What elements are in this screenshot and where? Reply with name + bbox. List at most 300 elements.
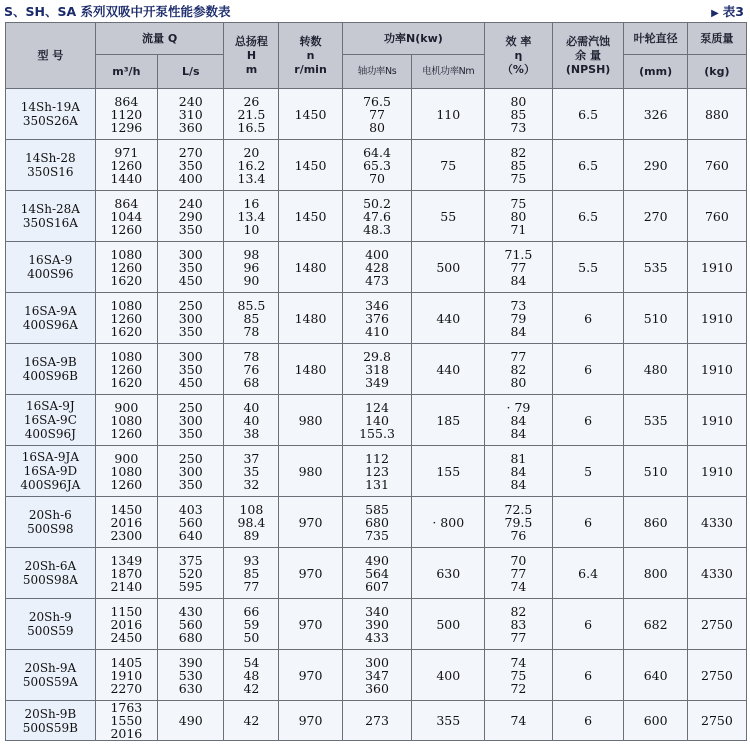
table-header <box>6 23 747 89</box>
head-cell-line: 98 <box>243 246 260 262</box>
npsh-cell: 6.5 <box>552 191 624 242</box>
flow-m3h-cell <box>95 140 157 191</box>
pump-weight-cell: 880 <box>687 89 746 140</box>
impeller-diameter-cell: 270 <box>624 191 687 242</box>
shaft-power-cell-line: 349 <box>365 374 389 390</box>
model-cell <box>6 344 96 395</box>
flow-m3h-cell <box>95 497 157 548</box>
model-cell <box>6 599 96 650</box>
shaft-power-cell <box>342 89 412 140</box>
shaft-power-cell-line: 64.4 <box>363 144 391 160</box>
flow-ls-cell-line: 240 <box>178 195 203 211</box>
head-cell-line: 78 <box>243 323 260 339</box>
flow-m3h-cell-line: 900 <box>114 450 139 466</box>
head-cell-line: 89 <box>243 527 260 543</box>
head-cell <box>224 89 279 140</box>
model-cell-line: 14Sh-19A <box>20 100 80 114</box>
flow-m3h-cell-line: 1260 <box>110 259 143 275</box>
shaft-power-cell-line: 77 <box>369 106 385 122</box>
flow-ls-cell <box>157 89 224 140</box>
head-cell-line: 42 <box>243 713 260 728</box>
model-cell <box>6 701 96 741</box>
npsh-cell: 6 <box>552 344 624 395</box>
efficiency-cell-line: 84 <box>510 463 527 479</box>
flow-ls-cell-line: 595 <box>178 578 203 594</box>
flow-ls-cell-line: 350 <box>178 157 203 173</box>
table-number <box>711 2 744 20</box>
motor-power-cell: 500 <box>412 599 485 650</box>
shaft-power-cell-line: 131 <box>365 476 389 492</box>
flow-ls-cell-line: 350 <box>178 323 203 339</box>
flow-ls-cell-line: 490 <box>178 713 203 728</box>
efficiency-cell-line: 82 <box>510 144 527 160</box>
flow-ls-cell-line: 300 <box>178 246 203 262</box>
head-cell-line: 76 <box>243 361 260 377</box>
flow-ls-cell-line: 450 <box>178 374 203 390</box>
flow-m3h-cell <box>95 548 157 599</box>
flow-m3h-cell-line: 971 <box>114 144 139 160</box>
flow-ls-cell <box>157 344 224 395</box>
shaft-power-cell-line: 273 <box>365 713 389 728</box>
npsh-cell: 5.5 <box>552 242 624 293</box>
model-cell-line: 500S59B <box>22 720 78 735</box>
model-cell-line: 350S16 <box>27 165 74 179</box>
flow-ls-cell-line: 630 <box>178 680 203 696</box>
model-cell-line: 16SA-9B <box>24 355 77 369</box>
pump-weight-cell: 1910 <box>687 293 746 344</box>
flow-m3h-cell-line: 2300 <box>110 527 143 543</box>
head-cell <box>224 599 279 650</box>
speed-cell: 1450 <box>279 140 342 191</box>
efficiency-cell-line: 85 <box>510 106 527 122</box>
head-cell-line: 85 <box>243 565 260 581</box>
flow-ls-cell <box>157 446 224 497</box>
flow-ls-cell <box>157 701 224 741</box>
head-cell-line: 85.5 <box>237 297 266 313</box>
shaft-power-cell-line: 347 <box>365 667 389 683</box>
head-cell <box>224 140 279 191</box>
shaft-power-cell <box>342 548 412 599</box>
efficiency-cell-line: 74 <box>510 654 527 670</box>
impeller-diameter-cell: 682 <box>624 599 687 650</box>
header-motor-power: 电机功率Nm <box>412 55 485 89</box>
head-cell-line: 90 <box>243 272 260 288</box>
shaft-power-cell-line: 29.8 <box>363 348 391 364</box>
shaft-power-cell-line: 346 <box>365 297 389 313</box>
pump-weight-cell: 760 <box>687 140 746 191</box>
head-cell-line: 50 <box>243 629 260 645</box>
table-row <box>6 344 747 395</box>
npsh-cell: 6 <box>552 497 624 548</box>
efficiency-cell-line: 79.5 <box>504 514 533 530</box>
flow-ls-cell-line: 450 <box>178 272 203 288</box>
flow-m3h-cell <box>95 395 157 446</box>
efficiency-cell-line: 82 <box>510 361 527 377</box>
flow-ls-cell-line: 250 <box>178 399 203 415</box>
head-cell-line: 78 <box>243 348 260 364</box>
model-cell-line: 400S96B <box>22 369 78 383</box>
efficiency-cell-line: 71 <box>510 221 527 237</box>
flow-ls-cell-line: 250 <box>178 450 203 466</box>
efficiency-cell-line: 72.5 <box>504 501 533 517</box>
shaft-power-cell-line: 360 <box>365 680 389 696</box>
head-cell <box>224 650 279 701</box>
shaft-power-cell <box>342 446 412 497</box>
model-cell-line: 16SA-9D <box>23 464 78 478</box>
table-row <box>6 548 747 599</box>
efficiency-cell-line: 75 <box>510 667 527 683</box>
head-cell-line: 85 <box>243 310 260 326</box>
flow-m3h-cell-line: 1620 <box>110 374 143 390</box>
head-cell-line: 32 <box>243 476 260 492</box>
shaft-power-cell-line: 76.5 <box>363 93 391 109</box>
table-row <box>6 650 747 701</box>
shaft-power-cell <box>342 497 412 548</box>
head-cell <box>224 191 279 242</box>
shaft-power-cell-line: 47.6 <box>363 208 391 224</box>
shaft-power-cell-line: 564 <box>365 565 389 581</box>
flow-ls-cell-line: 250 <box>178 297 203 313</box>
flow-m3h-cell <box>95 650 157 701</box>
efficiency-cell-line: 76 <box>510 527 527 543</box>
pump-weight-cell: 1910 <box>687 242 746 293</box>
pump-weight-cell: 1910 <box>687 446 746 497</box>
impeller-diameter-cell: 290 <box>624 140 687 191</box>
table-row <box>6 293 747 344</box>
motor-power-cell: 440 <box>412 293 485 344</box>
model-cell <box>6 293 96 344</box>
model-cell-line: 20Sh-6A <box>24 559 77 573</box>
head-cell-line: 40 <box>243 412 260 428</box>
flow-ls-cell-line: 680 <box>178 629 203 645</box>
flow-m3h-cell-line: 1260 <box>110 221 143 237</box>
shaft-power-cell-line: 376 <box>365 310 389 326</box>
head-cell-line: 10 <box>243 221 260 237</box>
efficiency-cell-line: 85 <box>510 157 527 173</box>
efficiency-cell-line: 70 <box>510 552 527 568</box>
flow-ls-cell-line: 350 <box>178 221 203 237</box>
triangle-marker-icon: ▶ <box>711 8 719 19</box>
pump-weight-cell: 2750 <box>687 599 746 650</box>
model-cell-line: 500S59 <box>27 624 74 638</box>
shaft-power-cell <box>342 242 412 293</box>
efficiency-cell <box>485 191 553 242</box>
efficiency-cell-line: 80 <box>510 208 527 224</box>
efficiency-cell-line: · 79 <box>506 399 531 415</box>
efficiency-cell-line: 84 <box>510 412 527 428</box>
npsh-cell: 6 <box>552 701 624 741</box>
flow-m3h-cell <box>95 191 157 242</box>
shaft-power-cell <box>342 191 412 242</box>
flow-m3h-cell-line: 1870 <box>110 565 143 581</box>
shaft-power-cell-line: 607 <box>365 578 389 594</box>
motor-power-cell: 630 <box>412 548 485 599</box>
flow-ls-cell <box>157 140 224 191</box>
shaft-power-cell <box>342 599 412 650</box>
flow-ls-cell-line: 350 <box>178 425 203 441</box>
npsh-cell: 6 <box>552 395 624 446</box>
npsh-cell: 5 <box>552 446 624 497</box>
flow-m3h-cell-line: 1405 <box>110 654 143 670</box>
flow-ls-cell-line: 430 <box>178 603 203 619</box>
flow-m3h-cell-line: 864 <box>114 93 139 109</box>
flow-m3h-cell-line: 1260 <box>110 361 143 377</box>
flow-m3h-cell-line: 1260 <box>110 476 143 492</box>
model-cell <box>6 395 96 446</box>
header-impeller: 叶轮直径 <box>624 23 687 55</box>
flow-ls-cell-line: 300 <box>178 310 203 326</box>
impeller-diameter-cell: 600 <box>624 701 687 741</box>
model-cell-line: 500S98 <box>27 522 74 536</box>
flow-m3h-cell <box>95 701 157 741</box>
flow-ls-cell-line: 350 <box>178 259 203 275</box>
efficiency-cell-line: 84 <box>510 425 527 441</box>
npsh-cell: 6 <box>552 293 624 344</box>
head-cell-line: 16.2 <box>237 157 266 173</box>
head-cell-line: 48 <box>243 667 260 683</box>
table-row <box>6 89 747 140</box>
flow-ls-cell <box>157 293 224 344</box>
model-cell-line: 14Sh-28 <box>25 151 76 165</box>
head-cell <box>224 548 279 599</box>
model-cell-line: 350S16A <box>22 216 78 230</box>
model-cell <box>6 242 96 293</box>
head-cell-line: 35 <box>243 463 260 479</box>
flow-m3h-cell-line: 900 <box>114 399 139 415</box>
shaft-power-cell <box>342 650 412 701</box>
model-cell-line: 20Sh-9B <box>24 706 77 721</box>
model-cell-line: 350S26A <box>22 114 78 128</box>
header-flow-m3h: m³/h <box>95 55 157 89</box>
speed-cell: 980 <box>279 446 342 497</box>
flow-m3h-cell <box>95 89 157 140</box>
pump-weight-cell: 1910 <box>687 395 746 446</box>
head-cell-line: 68 <box>243 374 260 390</box>
head-cell <box>224 395 279 446</box>
shaft-power-cell-line: 400 <box>365 246 389 262</box>
efficiency-cell-line: 75 <box>510 195 527 211</box>
efficiency-cell-line: 79 <box>510 310 527 326</box>
efficiency-cell <box>485 599 553 650</box>
pump-performance-table <box>5 22 747 741</box>
flow-ls-cell-line: 403 <box>178 501 203 517</box>
impeller-diameter-cell: 800 <box>624 548 687 599</box>
model-cell-line: 20Sh-6 <box>28 508 72 522</box>
shaft-power-cell-line: 50.2 <box>363 195 391 211</box>
efficiency-cell-line: 77 <box>510 629 527 645</box>
efficiency-cell-line: 73 <box>510 297 527 313</box>
model-cell-line: 20Sh-9A <box>24 661 77 675</box>
head-cell-line: 38 <box>243 425 260 441</box>
flow-m3h-cell-line: 2016 <box>110 726 143 741</box>
efficiency-cell-line: 80 <box>510 374 527 390</box>
head-cell-line: 21.5 <box>237 106 266 122</box>
head-cell <box>224 242 279 293</box>
flow-m3h-cell-line: 1044 <box>110 208 143 224</box>
flow-m3h-cell-line: 1296 <box>110 119 143 135</box>
shaft-power-cell-line: 155.3 <box>359 425 395 441</box>
flow-m3h-cell-line: 1080 <box>110 348 143 364</box>
shaft-power-cell-line: 70 <box>369 170 385 186</box>
pump-weight-cell: 2750 <box>687 650 746 701</box>
shaft-power-cell-line: 140 <box>365 412 389 428</box>
shaft-power-cell <box>342 701 412 741</box>
efficiency-cell <box>485 395 553 446</box>
efficiency-cell <box>485 650 553 701</box>
efficiency-cell <box>485 548 553 599</box>
impeller-diameter-cell: 510 <box>624 293 687 344</box>
flow-m3h-cell <box>95 446 157 497</box>
table-row <box>6 446 747 497</box>
shaft-power-cell-line: 112 <box>365 450 389 466</box>
head-cell-line: 93 <box>243 552 260 568</box>
model-cell <box>6 89 96 140</box>
header-model: 型 号 <box>6 23 96 89</box>
efficiency-cell-line: 74 <box>510 713 527 728</box>
speed-cell: 970 <box>279 548 342 599</box>
flow-m3h-cell-line: 2140 <box>110 578 143 594</box>
flow-ls-cell <box>157 599 224 650</box>
motor-power-cell: 500 <box>412 242 485 293</box>
pump-weight-cell: 760 <box>687 191 746 242</box>
efficiency-cell-line: 77 <box>510 259 527 275</box>
head-cell-line: 16 <box>243 195 260 211</box>
flow-m3h-cell-line: 1440 <box>110 170 143 186</box>
flow-ls-cell-line: 290 <box>178 208 203 224</box>
flow-m3h-cell <box>95 293 157 344</box>
flow-ls-cell-line: 640 <box>178 527 203 543</box>
flow-m3h-cell-line: 1150 <box>110 603 143 619</box>
flow-ls-cell-line: 360 <box>178 119 203 135</box>
flow-m3h-cell-line: 1349 <box>110 552 143 568</box>
flow-ls-cell <box>157 548 224 599</box>
speed-cell: 1450 <box>279 191 342 242</box>
efficiency-cell-line: 84 <box>510 476 527 492</box>
shaft-power-cell-line: 473 <box>365 272 389 288</box>
speed-cell: 970 <box>279 701 342 741</box>
motor-power-cell: · 800 <box>412 497 485 548</box>
flow-m3h-cell-line: 1450 <box>110 501 143 517</box>
model-cell-line: 16SA-9 <box>28 253 73 267</box>
motor-power-cell: 185 <box>412 395 485 446</box>
shaft-power-cell-line: 48.3 <box>363 221 391 237</box>
table-body <box>6 89 747 741</box>
efficiency-cell-line: 74 <box>510 578 527 594</box>
flow-ls-cell-line: 375 <box>178 552 203 568</box>
head-cell-line: 77 <box>243 578 260 594</box>
model-cell <box>6 497 96 548</box>
header-head: 总扬程 H m <box>224 23 279 89</box>
efficiency-cell-line: 81 <box>510 450 527 466</box>
table-row <box>6 242 747 293</box>
efficiency-cell-line: 72 <box>510 680 527 696</box>
motor-power-cell: 155 <box>412 446 485 497</box>
model-cell-line: 16SA-9A <box>24 304 77 318</box>
flow-ls-cell <box>157 497 224 548</box>
shaft-power-cell-line: 80 <box>369 119 385 135</box>
efficiency-cell-line: 75 <box>510 170 527 186</box>
head-cell-line: 96 <box>243 259 260 275</box>
head-cell-line: 42 <box>243 680 260 696</box>
head-cell-line: 20 <box>243 144 260 160</box>
shaft-power-cell-line: 390 <box>365 616 389 632</box>
header-impeller-unit: (mm) <box>624 55 687 89</box>
efficiency-cell <box>485 140 553 191</box>
pump-weight-cell: 2750 <box>687 701 746 741</box>
header-flow-ls: L/s <box>157 55 224 89</box>
impeller-diameter-cell: 326 <box>624 89 687 140</box>
shaft-power-cell <box>342 395 412 446</box>
table-number-label: 表3 <box>722 4 744 19</box>
model-cell <box>6 650 96 701</box>
flow-m3h-cell-line: 1620 <box>110 272 143 288</box>
efficiency-cell-line: 84 <box>510 323 527 339</box>
flow-ls-cell-line: 270 <box>178 144 203 160</box>
flow-ls-cell-line: 350 <box>178 361 203 377</box>
head-cell <box>224 497 279 548</box>
flow-ls-cell-line: 560 <box>178 514 203 530</box>
efficiency-cell-line: 82 <box>510 603 527 619</box>
table-row <box>6 191 747 242</box>
speed-cell: 1480 <box>279 293 342 344</box>
header-power: 功率N(kw) <box>342 23 484 55</box>
impeller-diameter-cell: 860 <box>624 497 687 548</box>
efficiency-cell <box>485 242 553 293</box>
model-cell <box>6 140 96 191</box>
npsh-cell: 6.5 <box>552 140 624 191</box>
flow-m3h-cell-line: 2016 <box>110 514 143 530</box>
table-row <box>6 395 747 446</box>
flow-ls-cell-line: 390 <box>178 654 203 670</box>
flow-m3h-cell <box>95 599 157 650</box>
flow-m3h-cell-line: 2270 <box>110 680 143 696</box>
flow-ls-cell-line: 560 <box>178 616 203 632</box>
head-cell-line: 59 <box>243 616 260 632</box>
efficiency-cell-line: 77 <box>510 348 527 364</box>
efficiency-cell <box>485 344 553 395</box>
shaft-power-cell-line: 680 <box>365 514 389 530</box>
impeller-diameter-cell: 535 <box>624 242 687 293</box>
head-cell-line: 66 <box>243 603 260 619</box>
efficiency-cell-line: 83 <box>510 616 527 632</box>
model-cell-line: 16SA-9J <box>26 399 75 413</box>
model-cell-line: 400S96 <box>27 267 74 281</box>
model-cell-line: 500S98A <box>22 573 78 587</box>
efficiency-cell-line: 71.5 <box>504 246 533 262</box>
head-cell-line: 37 <box>243 450 260 466</box>
flow-m3h-cell <box>95 242 157 293</box>
speed-cell: 970 <box>279 650 342 701</box>
efficiency-cell <box>485 497 553 548</box>
shaft-power-cell-line: 300 <box>365 654 389 670</box>
efficiency-cell <box>485 446 553 497</box>
efficiency-cell-line: 80 <box>510 93 527 109</box>
npsh-cell: 6.5 <box>552 89 624 140</box>
speed-cell: 970 <box>279 599 342 650</box>
head-cell-line: 13.4 <box>237 170 266 186</box>
impeller-diameter-cell: 535 <box>624 395 687 446</box>
shaft-power-cell-line: 318 <box>365 361 389 377</box>
efficiency-cell-line: 84 <box>510 272 527 288</box>
model-cell-line: 20Sh-9 <box>28 610 72 624</box>
flow-m3h-cell-line: 2016 <box>110 616 143 632</box>
flow-ls-cell-line: 300 <box>178 412 203 428</box>
efficiency-cell-line: 77 <box>510 565 527 581</box>
impeller-diameter-cell: 510 <box>624 446 687 497</box>
table-row <box>6 599 747 650</box>
shaft-power-cell <box>342 140 412 191</box>
flow-m3h-cell-line: 1260 <box>110 157 143 173</box>
